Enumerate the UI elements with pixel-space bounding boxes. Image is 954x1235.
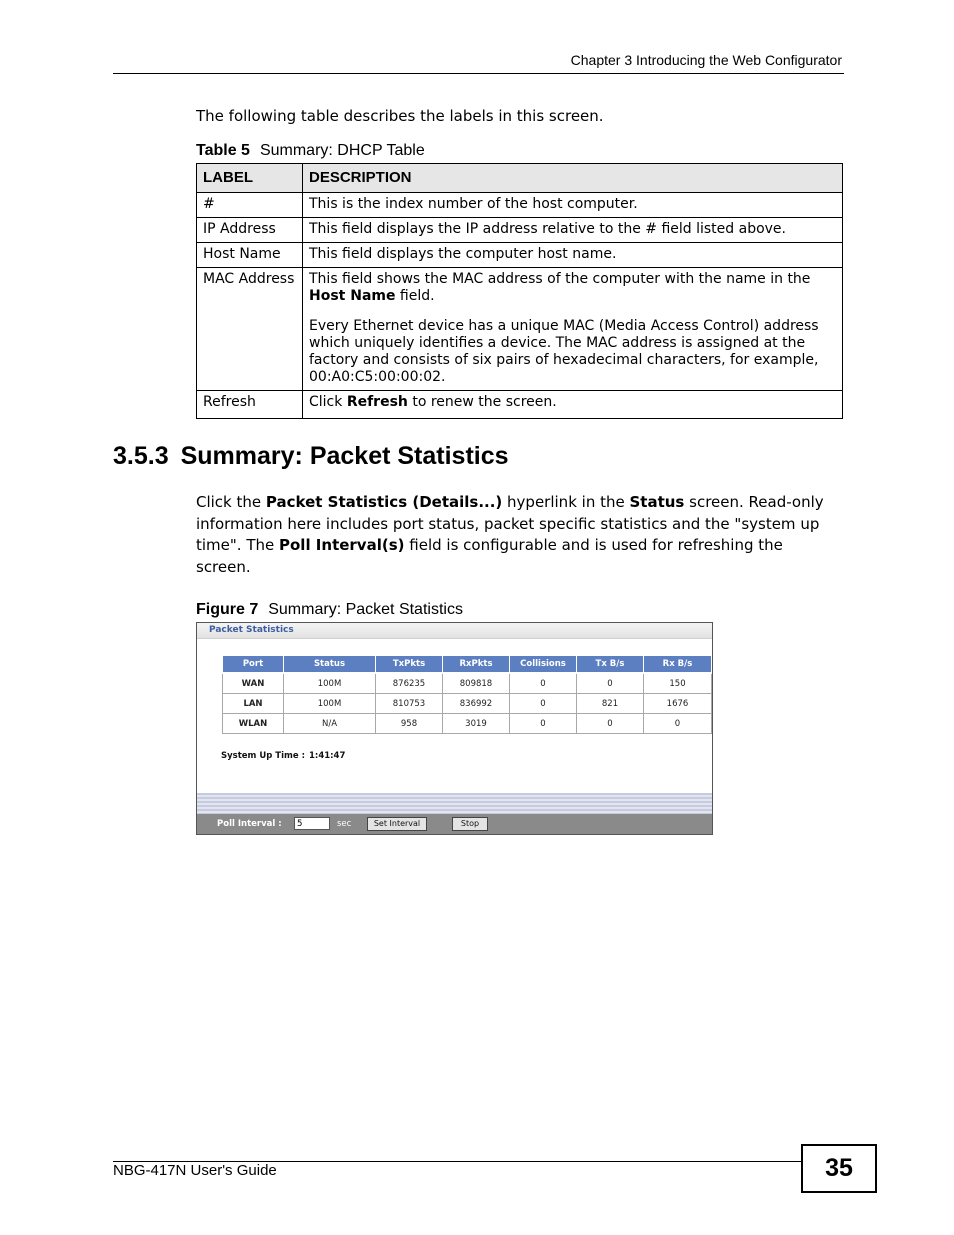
column-header-label: LABEL: [197, 164, 303, 193]
rxpkts-cell: 809818: [443, 673, 510, 694]
footer-guide-title: NBG-417N User's Guide: [113, 1162, 277, 1179]
running-header: Chapter 3 Introducing the Web Configurator: [570, 52, 842, 68]
desc-text: to renew the screen.: [407, 394, 557, 410]
table-row: [197, 193, 843, 218]
poll-unit-label: sec: [337, 819, 352, 829]
table-row: [197, 243, 843, 268]
rx-bps-cell: 150: [644, 673, 712, 694]
column-header-rxpkts: RxPkts: [443, 656, 510, 674]
column-header-port: Port: [223, 656, 284, 674]
row-label: #: [197, 193, 303, 218]
packet-statistics-table: [222, 655, 712, 734]
section-heading: [113, 442, 509, 471]
para-bold: Packet Statistics (Details...): [265, 493, 503, 511]
figure-caption-title: Summary: Packet Statistics: [268, 601, 463, 618]
row-description: This is the index number of the host computer.: [303, 193, 843, 218]
uptime-value: 1:41:47: [309, 751, 346, 761]
mac-description-line1: [309, 271, 836, 305]
column-header-status: Status: [284, 656, 376, 674]
status-cell: 100M: [284, 694, 376, 714]
txpkts-cell: 958: [376, 714, 443, 734]
figure-caption: [196, 601, 463, 619]
desc-bold: Host Name: [309, 288, 396, 304]
mac-description-line2: Every Ethernet device has a unique MAC (Media Access Control) address which uniquely identifies a device. The MAC address is assigned at the factory and consists of six pairs of hexadecimal characters, for example, 00:A0:C5:00:00:02.: [309, 318, 819, 385]
screen-title: Packet Statistics: [209, 625, 294, 635]
desc-text: This field shows the MAC address of the computer with the name in the: [309, 271, 811, 287]
row-label: Host Name: [197, 243, 303, 268]
port-cell: WLAN: [223, 714, 284, 734]
desc-bold: Refresh: [346, 394, 408, 410]
section-title: Summary: Packet Statistics: [180, 442, 509, 470]
txpkts-cell: 876235: [376, 673, 443, 694]
stats-header-row: [223, 656, 712, 674]
packet-statistics-screenshot: [196, 622, 713, 835]
column-header-rx-bps: Rx B/s: [644, 656, 712, 674]
page-number: 35: [801, 1144, 877, 1193]
stop-button[interactable]: Stop: [452, 817, 488, 831]
para-text: Click the: [196, 493, 266, 511]
para-text: screen. Read-only information here includes port status, packet specific statistics and the "system up time". The: [196, 493, 824, 554]
row-label: Refresh: [197, 391, 303, 419]
striped-separator: [197, 793, 712, 814]
desc-text: field.: [395, 288, 435, 304]
stats-row-wan: [223, 673, 712, 694]
section-number: 3.5.3: [113, 442, 169, 470]
collisions-cell: 0: [510, 694, 577, 714]
rx-bps-cell: 0: [644, 714, 712, 734]
para-text: hyperlink in the: [502, 493, 630, 511]
table-caption-title: Summary: DHCP Table: [259, 142, 425, 159]
collisions-cell: 0: [510, 714, 577, 734]
table-row: [197, 218, 843, 243]
screen-title-bar: [197, 623, 712, 639]
tx-bps-cell: 821: [577, 694, 644, 714]
set-interval-button[interactable]: Set Interval: [367, 817, 427, 831]
row-description: [303, 268, 843, 391]
row-description: This field displays the computer host name.: [303, 243, 843, 268]
para-bold: Status: [629, 493, 685, 511]
column-header-txpkts: TxPkts: [376, 656, 443, 674]
row-description: [303, 391, 843, 419]
stats-row-lan: [223, 694, 712, 714]
row-label: MAC Address: [197, 268, 303, 391]
status-cell: 100M: [284, 673, 376, 694]
para-text: field is configurable and is used for refreshing the screen.: [196, 536, 783, 576]
tx-bps-cell: 0: [577, 714, 644, 734]
rxpkts-cell: 3019: [443, 714, 510, 734]
table-row: [197, 391, 843, 419]
para-bold: Poll Interval(s): [279, 536, 405, 554]
desc-text: Click: [309, 394, 347, 410]
port-cell: LAN: [223, 694, 284, 714]
collisions-cell: 0: [510, 673, 577, 694]
section-paragraph: [196, 492, 836, 578]
table-caption: [196, 142, 425, 160]
row-description: This field displays the IP address relative to the # field listed above.: [303, 218, 843, 243]
status-cell: N/A: [284, 714, 376, 734]
txpkts-cell: 810753: [376, 694, 443, 714]
column-header-tx-bps: Tx B/s: [577, 656, 644, 674]
poll-interval-input[interactable]: [294, 817, 330, 830]
row-label: IP Address: [197, 218, 303, 243]
dhcp-label-table: [196, 163, 843, 419]
header-rule: [113, 73, 844, 74]
column-header-collisions: Collisions: [510, 656, 577, 674]
tx-bps-cell: 0: [577, 673, 644, 694]
figure-caption-number: Figure 7: [196, 601, 259, 618]
poll-toolbar: [197, 814, 712, 834]
table-caption-number: Table 5: [196, 142, 250, 159]
column-header-description: DESCRIPTION: [303, 164, 843, 193]
poll-interval-label: Poll Interval :: [217, 819, 282, 829]
system-uptime: [221, 751, 345, 761]
intro-paragraph: The following table describes the labels in this screen.: [196, 107, 604, 125]
rx-bps-cell: 1676: [644, 694, 712, 714]
uptime-label: System Up Time :: [221, 751, 306, 761]
table-header-row: [197, 164, 843, 193]
rxpkts-cell: 836992: [443, 694, 510, 714]
stats-row-wlan: [223, 714, 712, 734]
table-row: [197, 268, 843, 391]
port-cell: WAN: [223, 673, 284, 694]
